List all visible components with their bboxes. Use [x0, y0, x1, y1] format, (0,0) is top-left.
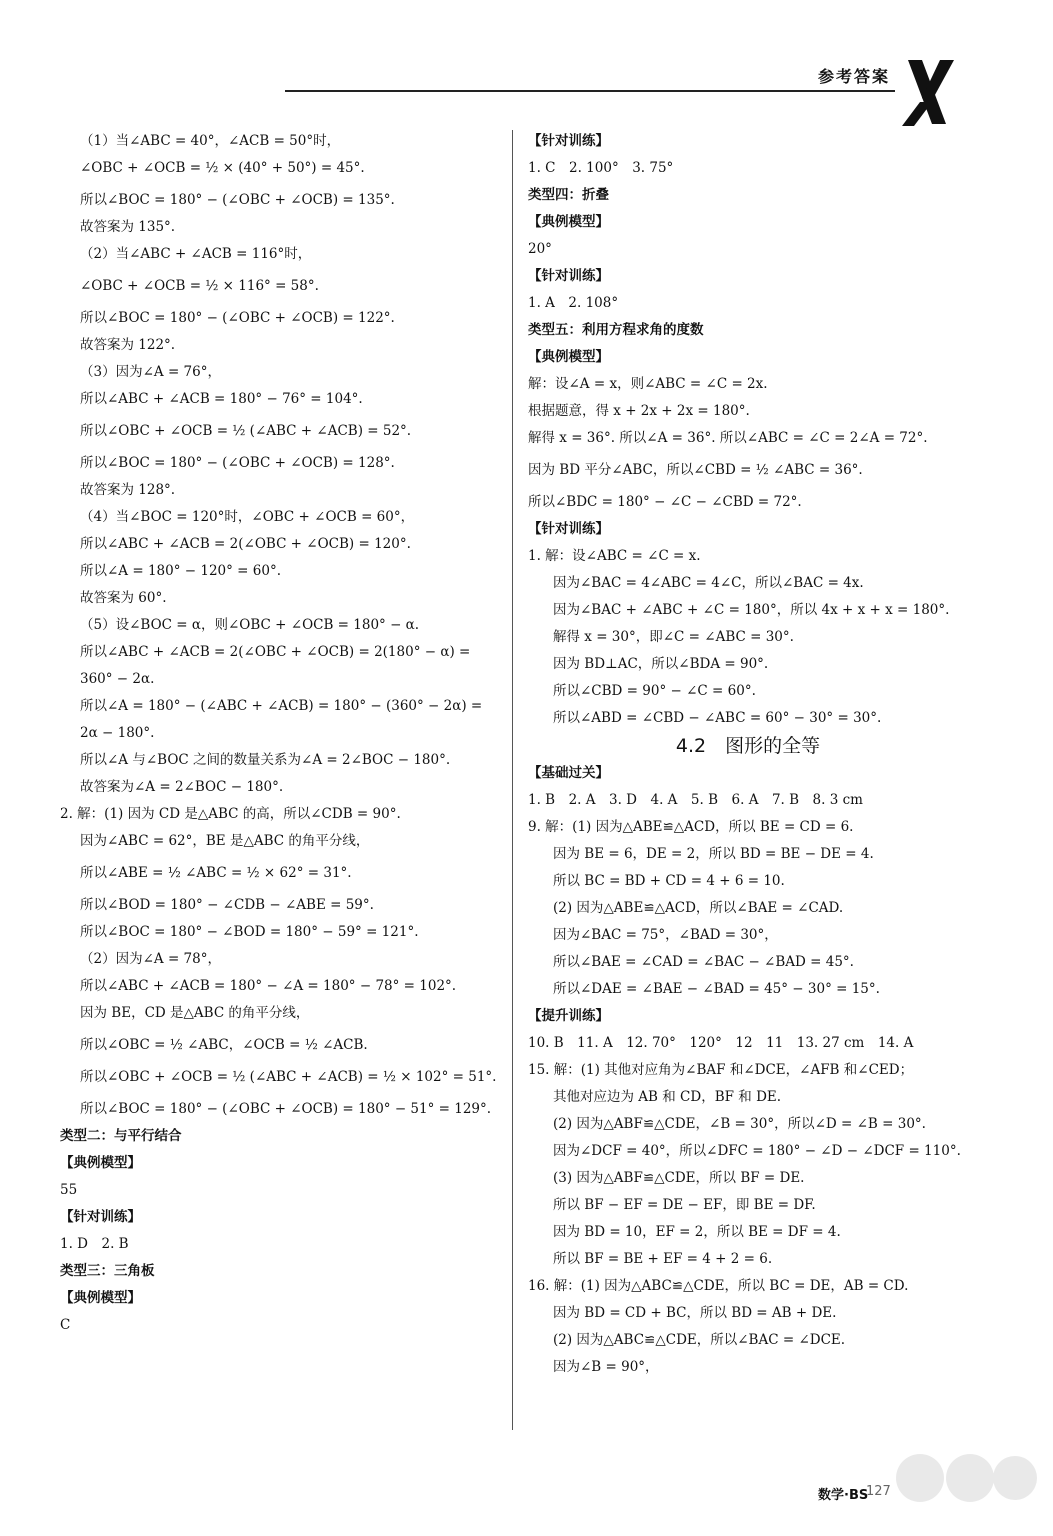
left-column	[60, 132, 500, 1334]
text-line: 10. B 11. A 12. 70° 120° 12 11 13. 27 cm 14. A	[528, 1035, 914, 1051]
text-line: 因为∠BAC + ∠ABC + ∠C = 180°，所以 4x + x + x = 180°.	[553, 602, 950, 618]
watermark-icon	[880, 1448, 1040, 1528]
text-line: 2. 解：(1) 因为 CD 是△ABC 的高，所以∠CDB = 90°.	[60, 806, 401, 822]
text-line: 故答案为 122°.	[80, 337, 176, 353]
text-line: 所以∠ABD = ∠CBD − ∠ABC = 60° − 30° = 30°.	[553, 710, 882, 726]
text-line: 所以∠ABE = ½ ∠ABC = ½ × 62° = 31°.	[80, 865, 352, 881]
text-line: 所以∠A = 180° − (∠ABC + ∠ACB) = 180° − (360° − 2α) =	[80, 698, 483, 714]
text-line: 所以∠BOC = 180° − ∠BOD = 180° − 59° = 121°.	[80, 924, 419, 940]
text-line: 所以∠DAE = ∠BAE − ∠BAD = 45° − 30° = 15°.	[553, 981, 880, 997]
text-line: 所以∠ABC + ∠ACB = 2(∠OBC + ∠OCB) = 120°.	[80, 536, 411, 552]
text-line: 因为 BD = CD + BC，所以 BD = AB + DE.	[553, 1305, 837, 1321]
text-line: 故答案为 60°.	[80, 590, 167, 606]
text-line: ∠OBC + ∠OCB = ½ × 116° = 58°.	[80, 278, 319, 294]
text-line: 因为 BE，CD 是△ABC 的角平分线，	[80, 1005, 310, 1021]
section-heading: 【针对训练】	[528, 521, 609, 537]
text-line: 所以 BC = BD + CD = 4 + 6 = 10.	[553, 873, 785, 889]
text-line: 55	[60, 1182, 78, 1198]
text-line: 所以∠BOC = 180° − (∠OBC + ∠OCB) = 128°.	[80, 455, 395, 471]
text-line: （3）因为∠A = 76°，	[80, 364, 221, 380]
text-line: 因为∠ABC = 62°，BE 是△ABC 的角平分线，	[80, 833, 370, 849]
text-line: 1. 解：设∠ABC = ∠C = x.	[528, 548, 701, 564]
section-heading: 【针对训练】	[528, 133, 609, 149]
text-line: 20°	[528, 241, 552, 257]
text-line: 所以 BF − EF = DE − EF，即 BE = DF.	[553, 1197, 816, 1213]
text-line: 所以∠A 与∠BOC 之间的数量关系为∠A = 2∠BOC − 180°.	[80, 752, 451, 768]
text-line: 因为∠DCF = 40°，所以∠DFC = 180° − ∠D − ∠DCF = 110°.	[553, 1143, 961, 1159]
text-line: (2) 因为△ABE≌△ACD，所以∠BAE = ∠CAD.	[553, 900, 844, 916]
text-line: C	[60, 1317, 71, 1333]
text-line: ∠OBC + ∠OCB = ½ × (40° + 50°) = 45°.	[80, 160, 365, 176]
text-line: 所以∠BDC = 180° − ∠C − ∠CBD = 72°.	[528, 494, 802, 510]
text-line: 所以∠ABC + ∠ACB = 2(∠OBC + ∠OCB) = 2(180° − α) =	[80, 644, 471, 660]
text-line: 所以∠OBC + ∠OCB = ½ (∠ABC + ∠ACB) = 52°.	[80, 423, 412, 439]
text-line: 所以∠BOD = 180° − ∠CDB − ∠ABE = 59°.	[80, 897, 374, 913]
section-heading: 【提升训练】	[528, 1008, 609, 1024]
text-line: (2) 因为△ABF≌△CDE，∠B = 30°，所以∠D = ∠B = 30°.	[553, 1116, 926, 1132]
text-line: 解：设∠A = x，则∠ABC = ∠C = 2x.	[528, 376, 768, 392]
text-line: 因为 BD⊥AC，所以∠BDA = 90°.	[553, 656, 769, 672]
section-heading: 【典例模型】	[60, 1290, 141, 1306]
text-line: 所以∠CBD = 90° − ∠C = 60°.	[553, 683, 756, 699]
text-line: 所以∠BOC = 180° − (∠OBC + ∠OCB) = 180° − 51° = 129°.	[80, 1101, 492, 1117]
text-line: 故答案为∠A = 2∠BOC − 180°.	[80, 779, 284, 795]
text-line: 16. 解：(1) 因为△ABC≌△CDE，所以 BC = DE，AB = CD.	[528, 1278, 909, 1294]
section-heading: 【针对训练】	[528, 268, 609, 284]
text-line: 所以∠A = 180° − 120° = 60°.	[80, 563, 281, 579]
text-line: 9. 解：(1) 因为△ABE≌△ACD，所以 BE = CD = 6.	[528, 819, 854, 835]
text-line: 故答案为 135°.	[80, 219, 176, 235]
text-line: 因为 BE = 6，DE = 2，所以 BD = BE − DE = 4.	[553, 846, 874, 862]
footer-subject: 数学·BS	[818, 1488, 869, 1503]
text-line: 1. B 2. A 3. D 4. A 5. B 6. A 7. B 8. 3 cm	[528, 792, 863, 808]
section-heading: 类型二：与平行结合	[60, 1128, 182, 1144]
text-line: 1. C 2. 100° 3. 75°	[528, 160, 674, 176]
section-heading: 【典例模型】	[528, 349, 609, 365]
text-line: 1. D 2. B	[60, 1236, 129, 1252]
text-line: (2) 因为△ABC≌△CDE，所以∠BAC = ∠DCE.	[553, 1332, 846, 1348]
text-line: 根据题意，得 x + 2x + 2x = 180°.	[528, 403, 750, 419]
text-line: 所以∠ABC + ∠ACB = 180° − 76° = 104°.	[80, 391, 363, 407]
text-line: 所以∠BOC = 180° − (∠OBC + ∠OCB) = 122°.	[80, 310, 395, 326]
text-line: 2α − 180°.	[80, 725, 155, 741]
header-title: 参考答案	[818, 67, 891, 86]
header-rule	[285, 90, 895, 92]
right-column	[528, 132, 968, 1376]
text-line: 所以∠BAE = ∠CAD = ∠BAC − ∠BAD = 45°.	[553, 954, 854, 970]
page-number: 127	[866, 1484, 891, 1499]
text-line: 所以∠OBC = ½ ∠ABC，∠OCB = ½ ∠ACB.	[80, 1037, 368, 1053]
text-line: （5）设∠BOC = α，则∠OBC + ∠OCB = 180° − α.	[80, 617, 420, 633]
corner-logo-icon	[900, 58, 960, 128]
text-line: (3) 因为△ABF≌△CDE，所以 BF = DE.	[553, 1170, 805, 1186]
text-line: （2）当∠ABC + ∠ACB = 116°时，	[80, 246, 312, 262]
text-line: 因为∠B = 90°，	[553, 1359, 659, 1375]
text-line: （4）当∠BOC = 120°时，∠OBC + ∠OCB = 60°，	[80, 509, 415, 525]
text-line: 其他对应边为 AB 和 CD，BF 和 DE.	[553, 1089, 782, 1105]
section-heading: 类型五：利用方程求角的度数	[528, 322, 704, 338]
text-line: （2）因为∠A = 78°，	[80, 951, 221, 967]
text-line: 360° − 2α.	[80, 671, 155, 687]
text-line: 所以 BF = BE + EF = 4 + 2 = 6.	[553, 1251, 773, 1267]
text-line: 15. 解：(1) 其他对应角为∠BAF 和∠DCE，∠AFB 和∠CED；	[528, 1062, 914, 1078]
text-line: 所以∠ABC + ∠ACB = 180° − ∠A = 180° − 78° = 102°.	[80, 978, 457, 994]
section-heading: 【典例模型】	[528, 214, 609, 230]
section-title: 4.2 图形的全等	[675, 735, 821, 757]
text-line: 因为∠BAC = 75°，∠BAD = 30°，	[553, 927, 778, 943]
text-line: 故答案为 128°.	[80, 482, 176, 498]
section-heading: 【基础过关】	[528, 765, 609, 781]
column-divider	[512, 130, 513, 1430]
text-line: 因为∠BAC = 4∠ABC = 4∠C，所以∠BAC = 4x.	[553, 575, 864, 591]
section-heading: 类型四：折叠	[528, 187, 609, 203]
text-line: 所以∠BOC = 180° − (∠OBC + ∠OCB) = 135°.	[80, 192, 395, 208]
text-line: 因为 BD 平分∠ABC，所以∠CBD = ½ ∠ABC = 36°.	[528, 462, 863, 478]
text-line: 1. A 2. 108°	[528, 295, 619, 311]
section-heading: 【针对训练】	[60, 1209, 141, 1225]
text-line: 因为 BD = 10，EF = 2，所以 BE = DF = 4.	[553, 1224, 841, 1240]
section-heading: 【典例模型】	[60, 1155, 141, 1171]
text-line: 所以∠OBC + ∠OCB = ½ (∠ABC + ∠ACB) = ½ × 102° = 51°.	[80, 1069, 497, 1085]
text-line: 解得 x = 36°. 所以∠A = 36°. 所以∠ABC = ∠C = 2∠A = 72°.	[528, 430, 928, 446]
text-line: （1）当∠ABC = 40°，∠ACB = 50°时，	[80, 133, 341, 149]
text-line: 解得 x = 30°，即∠C = ∠ABC = 30°.	[553, 629, 794, 645]
section-heading: 类型三：三角板	[60, 1263, 155, 1279]
